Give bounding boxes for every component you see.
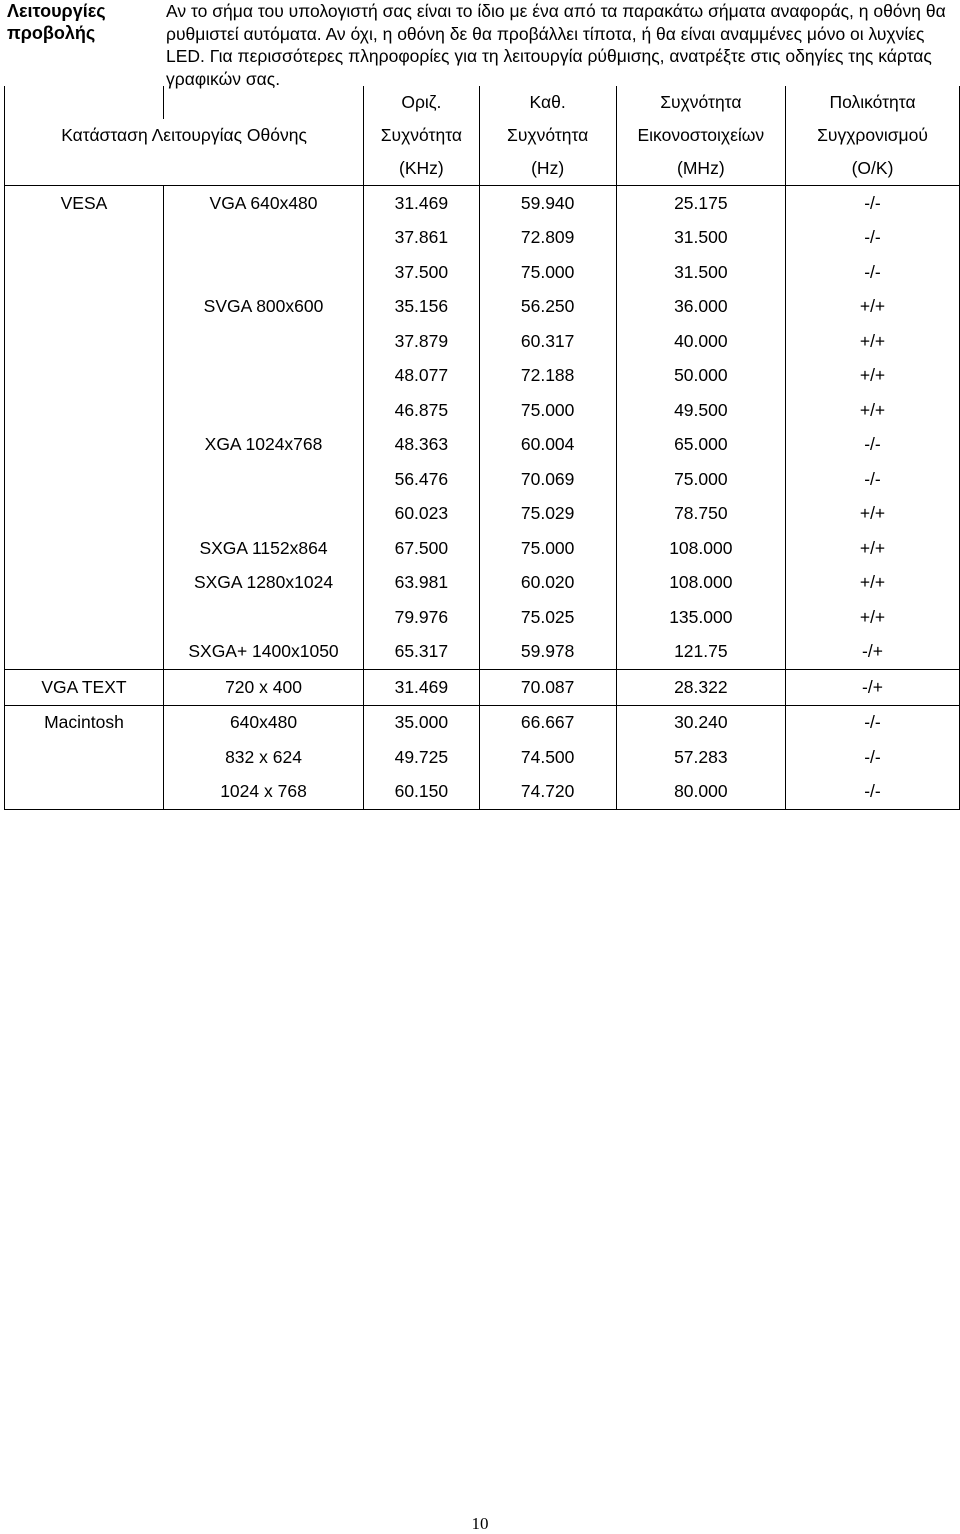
cell-mode-group <box>5 359 164 394</box>
cell-sync-polarity: +/+ <box>786 290 960 325</box>
table-row <box>5 290 960 325</box>
cell-h-freq: 48.077 <box>364 359 479 394</box>
cell-resolution: 832 x 624 <box>163 740 363 775</box>
header-hfreq-unit: (KHz) <box>364 152 479 186</box>
cell-mode-group <box>5 393 164 428</box>
cell-mode-group: Macintosh <box>5 705 164 740</box>
cell-resolution <box>163 600 363 635</box>
cell-pixel-clock: 40.000 <box>616 324 785 359</box>
cell-resolution: 640x480 <box>163 705 363 740</box>
cell-sync-polarity: -/+ <box>786 635 960 670</box>
cell-resolution <box>163 324 363 359</box>
table-row <box>5 324 960 359</box>
cell-resolution: VGA 640x480 <box>163 186 363 221</box>
cell-mode-group: VGA TEXT <box>5 670 164 706</box>
table-row <box>5 566 960 601</box>
cell-pixel-clock: 25.175 <box>616 186 785 221</box>
table-row <box>5 600 960 635</box>
cell-v-freq: 60.317 <box>479 324 616 359</box>
cell-v-freq: 75.000 <box>479 531 616 566</box>
cell-h-freq: 65.317 <box>364 635 479 670</box>
cell-pixel-clock: 121.75 <box>616 635 785 670</box>
cell-v-freq: 56.250 <box>479 290 616 325</box>
cell-pixel-clock: 108.000 <box>616 531 785 566</box>
cell-v-freq: 75.000 <box>479 255 616 290</box>
cell-pixel-clock: 30.240 <box>616 705 785 740</box>
cell-sync-polarity: -/- <box>786 186 960 221</box>
intro-paragraph: Αν το σήμα του υπολογιστή σας είναι το ίδιο με ένα από τα παρακάτω σήματα αναφοράς, η οθόνη θα ρυθμιστεί αυτόματα. Αν όχι, η οθόνη δε θα προβάλλει τίποτα, ή θα είναι αναμμένες μόνο οι λυχνίες LED. Για περισσότερες πληροφορίες για τη λειτουργία ρύθμισης, ανατρέξτε στις οδηγίες της κάρτας γραφικών σας. <box>166 1 946 89</box>
header-hfreq-line1: Οριζ. <box>364 86 479 119</box>
cell-h-freq: 56.476 <box>364 462 479 497</box>
cell-mode-group <box>5 566 164 601</box>
cell-h-freq: 67.500 <box>364 531 479 566</box>
cell-mode-group: VESA <box>5 186 164 221</box>
cell-v-freq: 75.029 <box>479 497 616 532</box>
cell-pixel-clock: 80.000 <box>616 775 785 810</box>
cell-sync-polarity: +/+ <box>786 393 960 428</box>
cell-h-freq: 37.861 <box>364 221 479 256</box>
cell-sync-polarity: -/- <box>786 740 960 775</box>
cell-pixel-clock: 31.500 <box>616 221 785 256</box>
cell-h-freq: 79.976 <box>364 600 479 635</box>
cell-resolution: SXGA 1152x864 <box>163 531 363 566</box>
cell-pixel-clock: 57.283 <box>616 740 785 775</box>
cell-v-freq: 60.020 <box>479 566 616 601</box>
header-spacer <box>163 86 363 119</box>
header-polarity-line1: Πολικότητα <box>786 86 960 119</box>
cell-v-freq: 72.809 <box>479 221 616 256</box>
cell-sync-polarity: +/+ <box>786 531 960 566</box>
cell-h-freq: 60.150 <box>364 775 479 810</box>
cell-sync-polarity: +/+ <box>786 497 960 532</box>
header-spacer <box>5 86 164 119</box>
header-vfreq-unit: (Hz) <box>479 152 616 186</box>
cell-v-freq: 75.025 <box>479 600 616 635</box>
cell-resolution: SVGA 800x600 <box>163 290 363 325</box>
cell-v-freq: 75.000 <box>479 393 616 428</box>
cell-h-freq: 63.981 <box>364 566 479 601</box>
cell-v-freq: 70.087 <box>479 670 616 706</box>
header-vfreq-line1: Καθ. <box>479 86 616 119</box>
cell-h-freq: 49.725 <box>364 740 479 775</box>
cell-h-freq: 48.363 <box>364 428 479 463</box>
cell-v-freq: 70.069 <box>479 462 616 497</box>
cell-v-freq: 60.004 <box>479 428 616 463</box>
cell-resolution <box>163 497 363 532</box>
cell-h-freq: 60.023 <box>364 497 479 532</box>
cell-resolution: 720 x 400 <box>163 670 363 706</box>
cell-h-freq: 37.879 <box>364 324 479 359</box>
header-polarity-unit: (O/K) <box>786 152 960 186</box>
cell-resolution <box>163 462 363 497</box>
cell-h-freq: 31.469 <box>364 186 479 221</box>
cell-h-freq: 35.156 <box>364 290 479 325</box>
cell-pixel-clock: 49.500 <box>616 393 785 428</box>
cell-v-freq: 59.978 <box>479 635 616 670</box>
page-number: 10 <box>471 1514 489 1533</box>
cell-resolution <box>163 393 363 428</box>
table-row <box>5 705 960 740</box>
cell-v-freq: 59.940 <box>479 186 616 221</box>
header-hfreq-line2: Συχνότητα <box>364 119 479 152</box>
cell-pixel-clock: 75.000 <box>616 462 785 497</box>
header-pixel-unit: (MHz) <box>616 152 785 186</box>
table-row <box>5 221 960 256</box>
cell-mode-group <box>5 428 164 463</box>
header-spacer <box>5 152 364 186</box>
cell-sync-polarity: -/- <box>786 255 960 290</box>
table-row <box>5 531 960 566</box>
cell-sync-polarity: -/- <box>786 775 960 810</box>
cell-mode-group <box>5 635 164 670</box>
cell-pixel-clock: 108.000 <box>616 566 785 601</box>
cell-h-freq: 46.875 <box>364 393 479 428</box>
table-row <box>5 255 960 290</box>
header-vfreq-line2: Συχνότητα <box>479 119 616 152</box>
section-title-line1: Λειτουργίες <box>7 1 106 21</box>
cell-mode-group <box>5 221 164 256</box>
cell-mode-group <box>5 255 164 290</box>
table-row <box>5 462 960 497</box>
cell-sync-polarity: -/- <box>786 428 960 463</box>
cell-sync-polarity: -/- <box>786 462 960 497</box>
cell-v-freq: 66.667 <box>479 705 616 740</box>
header-polarity-line2: Συγχρονισμού <box>786 119 960 152</box>
cell-mode-group <box>5 600 164 635</box>
cell-pixel-clock: 31.500 <box>616 255 785 290</box>
cell-pixel-clock: 50.000 <box>616 359 785 394</box>
cell-resolution: 1024 x 768 <box>163 775 363 810</box>
cell-sync-polarity: +/+ <box>786 359 960 394</box>
cell-resolution <box>163 255 363 290</box>
table-row <box>5 670 960 706</box>
table-row <box>5 497 960 532</box>
cell-sync-polarity: +/+ <box>786 566 960 601</box>
cell-h-freq: 37.500 <box>364 255 479 290</box>
cell-mode-group <box>5 462 164 497</box>
cell-mode-group <box>5 497 164 532</box>
cell-pixel-clock: 78.750 <box>616 497 785 532</box>
cell-v-freq: 72.188 <box>479 359 616 394</box>
cell-h-freq: 31.469 <box>364 670 479 706</box>
cell-resolution: XGA 1024x768 <box>163 428 363 463</box>
cell-v-freq: 74.720 <box>479 775 616 810</box>
cell-pixel-clock: 36.000 <box>616 290 785 325</box>
cell-mode-group <box>5 740 164 775</box>
table-row <box>5 186 960 221</box>
cell-mode-group <box>5 324 164 359</box>
cell-pixel-clock: 135.000 <box>616 600 785 635</box>
section-title <box>7 0 157 44</box>
table-row <box>5 393 960 428</box>
table-row <box>5 740 960 775</box>
cell-pixel-clock: 28.322 <box>616 670 785 706</box>
cell-resolution <box>163 221 363 256</box>
cell-sync-polarity: +/+ <box>786 600 960 635</box>
cell-pixel-clock: 65.000 <box>616 428 785 463</box>
cell-h-freq: 35.000 <box>364 705 479 740</box>
cell-sync-polarity: +/+ <box>786 324 960 359</box>
section-title-line2: προβολής <box>7 23 96 43</box>
header-pixel-line2: Εικονοστοιχείων <box>616 119 785 152</box>
header-mode: Κατάσταση Λειτουργίας Οθόνης <box>5 119 364 152</box>
cell-resolution: SXGA 1280x1024 <box>163 566 363 601</box>
cell-mode-group <box>5 775 164 810</box>
cell-resolution: SXGA+ 1400x1050 <box>163 635 363 670</box>
cell-sync-polarity: -/- <box>786 221 960 256</box>
cell-sync-polarity: -/+ <box>786 670 960 706</box>
cell-v-freq: 74.500 <box>479 740 616 775</box>
display-modes-table <box>4 86 960 810</box>
table-row <box>5 359 960 394</box>
table-row <box>5 635 960 670</box>
cell-mode-group <box>5 290 164 325</box>
table-row <box>5 428 960 463</box>
cell-resolution <box>163 359 363 394</box>
header-pixel-line1: Συχνότητα <box>616 86 785 119</box>
cell-sync-polarity: -/- <box>786 705 960 740</box>
cell-mode-group <box>5 531 164 566</box>
table-row <box>5 775 960 810</box>
